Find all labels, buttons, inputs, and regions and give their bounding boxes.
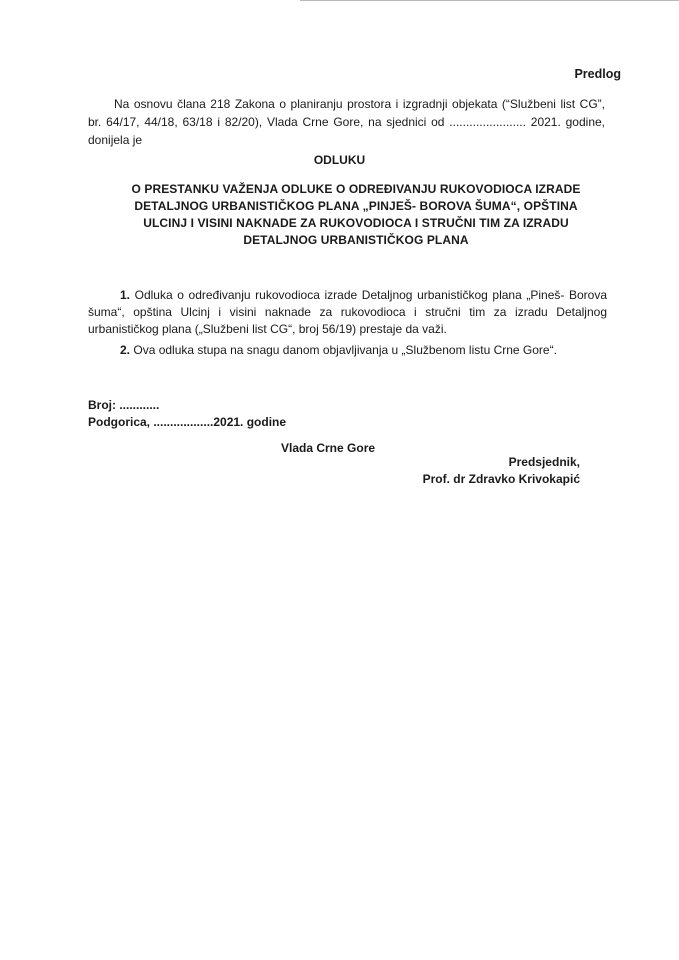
- decision-title: [106, 181, 606, 249]
- decision-title-line: DETALJNOG URBANISTIČKOG PLANA „PINJEŠ- BOROVA ŠUMA“, OPŠTINA: [134, 199, 578, 213]
- reference-number: Broj: ............: [88, 398, 160, 412]
- decision-title-line: O PRESTANKU VAŽENJA ODLUKE O ODREĐIVANJU RUKOVODIOCA IZRADE: [131, 182, 581, 196]
- article-number: 2.: [120, 343, 131, 357]
- preamble-paragraph: Na osnovu člana 218 Zakona o planiranju prostora i izgradnji objekata (“Službeni list CG”, br. 64/17, 44/18, 63/18 i 82/20), Vlada Crne Gore, na sjednici od ....................... 2021. godine, donijela je: [88, 97, 605, 147]
- decision-title-line: ULCINJ I VISINI NAKNADE ZA RUKOVODIOCA I STRUČNI TIM ZA IZRADU: [143, 216, 569, 230]
- reference-block: [88, 397, 286, 431]
- government-name: Vlada Crne Gore: [281, 441, 376, 455]
- article-2: [88, 342, 607, 359]
- draft-label: Predlog: [574, 67, 621, 81]
- article-1: [88, 287, 607, 338]
- signatory-title: Predsjednik,: [508, 455, 580, 469]
- place-date: Podgorica, ..................2021. godine: [88, 415, 287, 429]
- decision-title-line: DETALJNOG URBANISTIČKOG PLANA: [243, 233, 469, 247]
- article-number: 1.: [120, 288, 131, 302]
- decision-heading: ODLUKU: [313, 153, 366, 167]
- article-text: Ova odluka stupa na snagu danom objavljivanja u „Službenom listu Crne Gore“.: [133, 343, 557, 357]
- scan-edge-line: [300, 0, 679, 1]
- article-text: Odluka o određivanju rukovodioca izrade Detaljnog urbanističkog plana „Pineš- Borova šuma“, opština Ulcinj i visini naknade za rukovodioca i stručni tim za izradu Detaljnog urbanističkog plana („Službeni list CG“, broj 56/19) prestaje da važi.: [88, 288, 607, 336]
- signatory-name: Prof. dr Zdravko Krivokapić: [422, 472, 580, 486]
- signature-block: [420, 454, 580, 488]
